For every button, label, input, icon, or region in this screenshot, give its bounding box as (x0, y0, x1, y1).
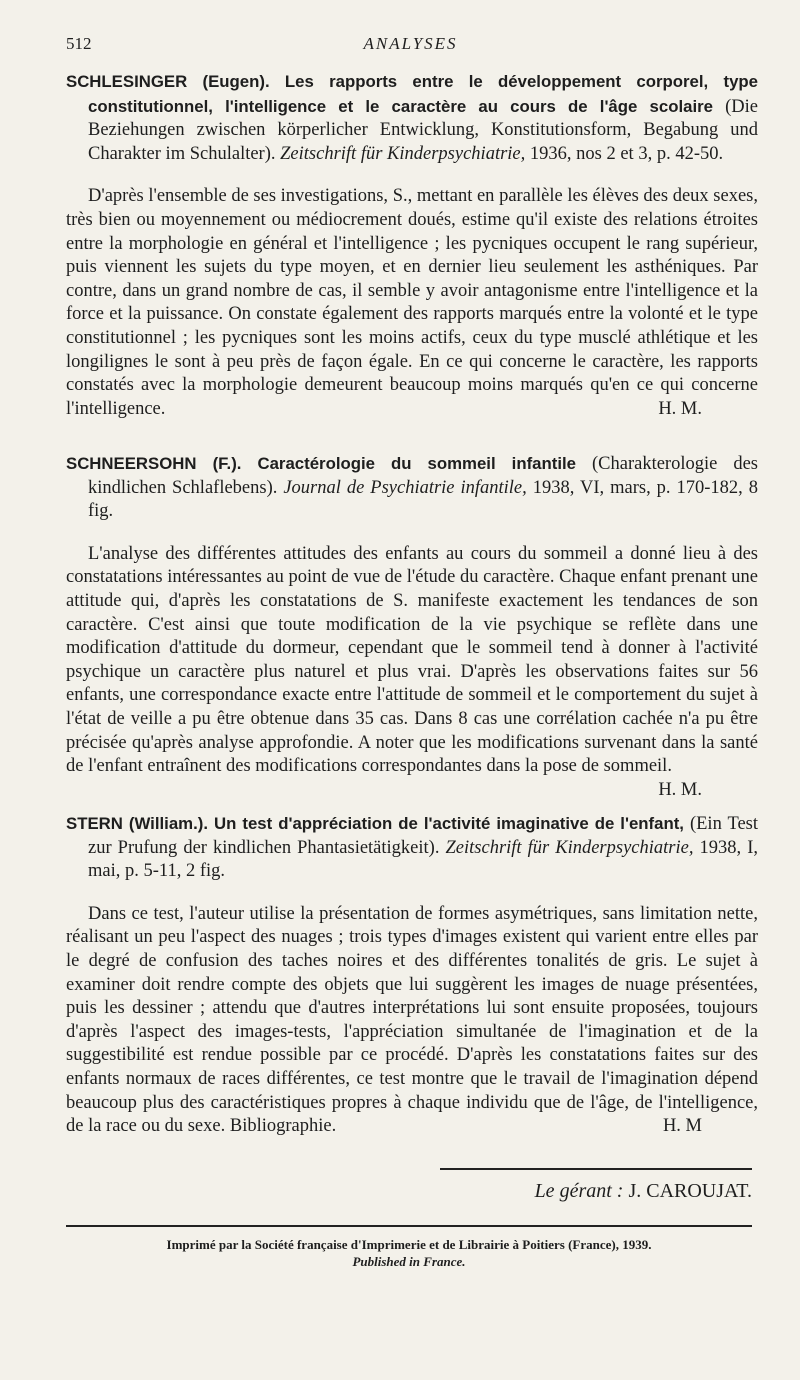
review-citation-details: 1936, nos 2 et 3, p. 42-50. (525, 143, 724, 164)
manager-label: Le gérant : (534, 1180, 624, 1202)
review-title: Caractérologie du sommeil infantile (257, 454, 576, 473)
review-reference (66, 70, 758, 166)
review-author: SCHNEERSOHN (F.). (66, 454, 242, 473)
review-citation-original: (Ein Test zur Prufung der kindlichen Phantasietätigkeit). (88, 814, 759, 858)
review-citation-details: 1938, VI, mars, p. 170-182, 8 fig. (88, 477, 758, 522)
review-reference (66, 452, 758, 524)
review-schneersohn (66, 452, 758, 802)
review-signature: H. M (662, 1116, 702, 1137)
page-number: 512 (66, 34, 92, 53)
review-citation-original: (Charakterologie des kindlichen Schlaflebens). (88, 454, 758, 498)
imprint (66, 1236, 752, 1270)
page-header (66, 34, 755, 58)
review-journal: Zeitschrift für Kinderpsychiatrie, (280, 143, 526, 164)
review-citation-original: (Die Beziehungen zwischen körperlicher Entwicklung, Konstitutionsform, Begabung und Charakter im Schulalter). (88, 96, 759, 164)
review-reference (66, 812, 758, 884)
imprint-text: Imprimé par la Société française d'Imprimerie et de Librairie à Poitiers (France), 1939. (166, 1237, 652, 1252)
review-schlesinger (66, 70, 758, 421)
manager-name: J. CAROUJAT. (628, 1180, 752, 1202)
manager-line (535, 1180, 752, 1203)
review-journal: Journal de Psychiatrie infantile, (283, 477, 527, 498)
published-note: Published in France. (352, 1254, 466, 1269)
review-citation-details: 1938, I, mai, p. 5-11, 2 fig. (88, 837, 758, 882)
review-author: STERN (William.). (66, 814, 208, 833)
review-signature: H. M. (658, 398, 702, 419)
review-stern (66, 812, 758, 1139)
review-body: D'après l'ensemble de ses investigations, S., mettant en parallèle les élèves des deux sexes, très bien ou moyennement ou médiocrement doués, estime qu'il existe des relations étroites entre la morphologie en général et l'intelligence ; les pycniques occupent le rang supérieur, puis viennent les sujets du type moyen, et en dernier lieu seulement les asthéniques. Par contre, dans un grand nombre de cas, il semble y avoir antagonisme entre l'intelligence et la force et la puissance. On constate également des rapports marqués entre la volonté et le type constitutionnel ; les pycniques sont les moins actifs, ceux du type musclé athlétique et les longilignes le sont à peu près de façon égale. En ce qui concerne le caractère, les rapports constatés avec la morphologie demeurent beaucoup moins marqués qu'en ce qui concerne l'intelligence. H. M. (66, 185, 758, 421)
review-title: Un test d'appréciation de l'activité imaginative de l'enfant, (213, 814, 684, 833)
review-body: Dans ce test, l'auteur utilise la présentation de formes asymétriques, sans limitation nette, réalisant un peu l'aspect des nuages ; trois types d'images existent qui varient entre elles par le degré de confusion des taches noires et des différentes tonalités de gris. Le sujet à examiner doit rendre compte des objets que lui suggèrent les images de nuage présentées, puis les dessiner ; attendu que d'autres interprétations lui sont ensuite proposées, toujours d'après l'aspect des images-tests, l'appréciation simultanée de l'imagination et de la suggestibilité est rendue possible par ce procédé. D'après les constatations faites sur des enfants normaux de races différentes, ce test montre que le travail de l'imagination dépend beaucoup plus des caractéristiques propres à chaque individu que de l'âge, de l'intelligence, de la race ou du sexe. Bibliographie. H. M (66, 903, 758, 1139)
review-signature: H. M. (658, 779, 702, 800)
review-journal: Zeitschrift für Kinderpsychiatrie, (445, 837, 694, 858)
review-body: L'analyse des différentes attitudes des enfants au cours du sommeil a donné lieu à des constatations intéressantes au point de vue de l'étude du caractère. Chaque enfant prenant une attitude qui, d'après les constatations de S. manifeste exactement les tendances de son caractère. C'est ainsi que toute modification de la vie psychique se reflète dans une modification d'attitude du dormeur, cependant que le sommeil tend à donner à l'activité psychique un caractère plus naturel et plus vrai. D'après les observations faites sur 56 enfants, une correspondance exacte entre l'attitude de sommeil et le comportement du sujet à l'état de veille a pu être obtenue dans 35 cas. Dans 8 cas une corrélation cachée n'a pu être précisée qu'après analyse approfondie. A noter que les modifications survenant dans la santé de l'enfant entraînent des modifications correspondantes dans la pose de sommeil. H. M. (66, 543, 758, 779)
running-title: ANALYSES (363, 34, 458, 53)
review-author: SCHLESINGER (Eugen). (66, 72, 270, 91)
divider-long (66, 1225, 752, 1227)
divider-short (440, 1168, 752, 1170)
review-title: Les rapports entre le développement corporel, type constitutionnel, l'intelligence et le caractère au cours de l'âge scolaire (88, 72, 759, 116)
